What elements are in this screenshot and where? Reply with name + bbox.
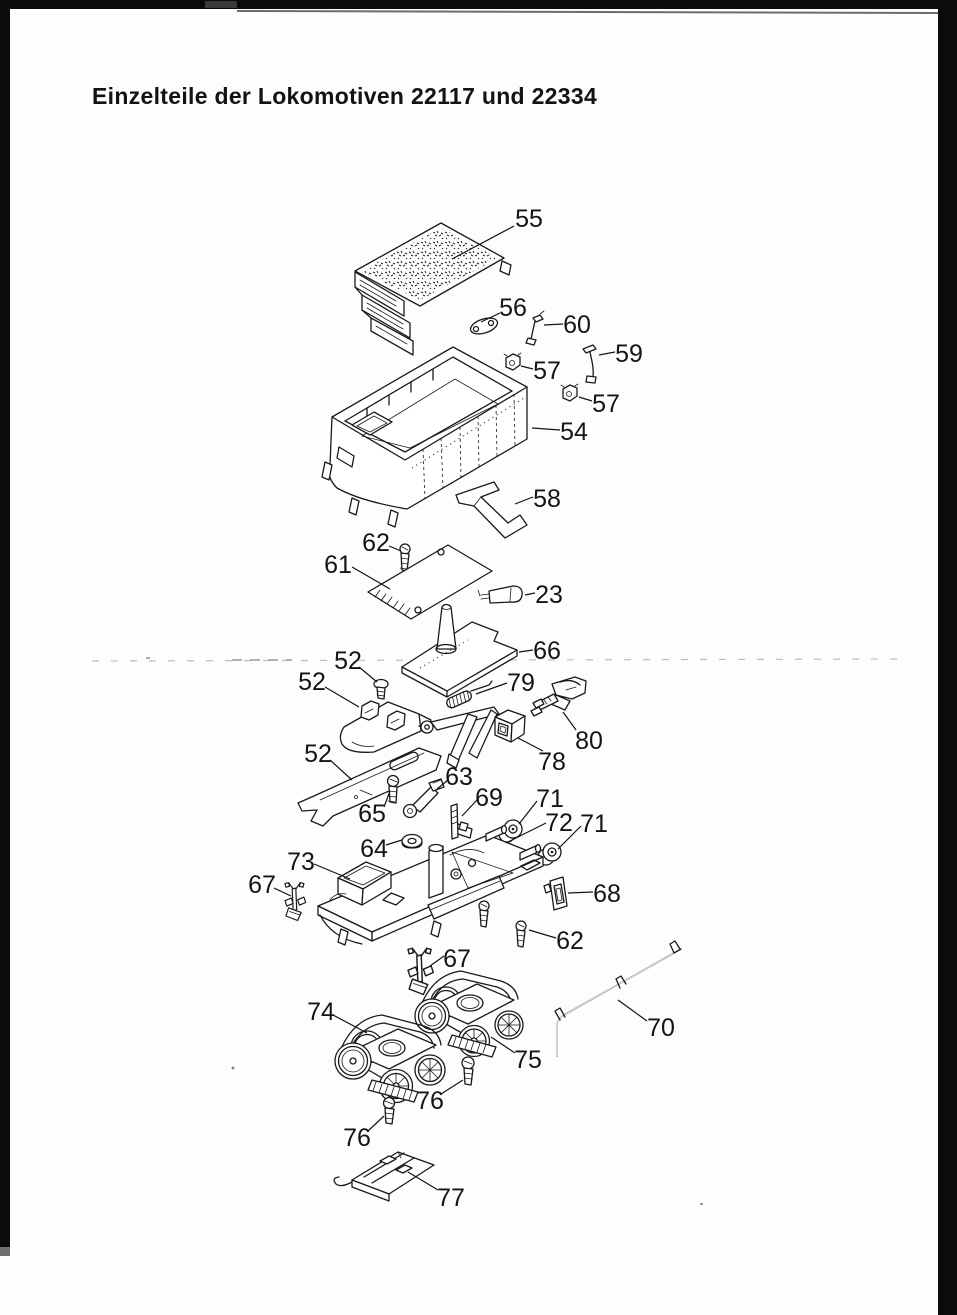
leader-line-67 xyxy=(274,888,291,896)
part-23-capacitor-drawing xyxy=(478,586,522,603)
leader-line-79 xyxy=(476,683,507,694)
leader-line-66 xyxy=(519,650,533,652)
part-77-pickup-shoe-drawing xyxy=(334,1152,434,1201)
leader-line-68 xyxy=(568,892,593,893)
leader-line-77 xyxy=(408,1172,438,1190)
part-label-63: 63 xyxy=(445,763,473,791)
part-66-plate-drawing xyxy=(402,605,517,698)
part-60-pin-drawing xyxy=(526,311,544,345)
part-label-57: 57 xyxy=(533,357,561,385)
part-label-66: 66 xyxy=(533,637,561,665)
leader-line-71 xyxy=(519,801,537,824)
part-label-64: 64 xyxy=(360,835,388,863)
part-label-71: 71 xyxy=(580,810,608,838)
part-62-screw-drawing xyxy=(516,921,526,947)
leader-line-61 xyxy=(352,567,390,589)
part-label-71: 71 xyxy=(536,785,564,813)
part-label-77: 77 xyxy=(437,1184,465,1212)
leader-line-74 xyxy=(333,1015,367,1033)
part-52-coupler-mount-drawing xyxy=(340,701,431,752)
leader-line-52 xyxy=(325,687,359,707)
leader-line-57 xyxy=(521,366,533,369)
part-52-rivet-drawing xyxy=(374,680,388,700)
part-57-grommet-drawing xyxy=(504,353,521,370)
part-64-washer-drawing xyxy=(402,835,422,849)
part-label-56: 56 xyxy=(499,294,527,322)
part-58-bracket-drawing xyxy=(456,482,527,538)
part-label-54: 54 xyxy=(560,418,588,446)
part-label-58: 58 xyxy=(533,485,561,513)
leader-line-59 xyxy=(599,352,615,355)
part-label-72: 72 xyxy=(545,809,573,837)
part-label-23: 23 xyxy=(535,581,563,609)
part-76-screw-drawing xyxy=(462,1057,474,1085)
leader-line-23 xyxy=(525,593,535,595)
part-label-80: 80 xyxy=(575,727,603,755)
part-73-chassis-frame-drawing xyxy=(318,826,543,945)
part-76-screw-drawing xyxy=(384,1098,395,1125)
leader-line-62 xyxy=(389,546,401,551)
part-67-contact-clip-drawing xyxy=(408,948,433,994)
part-label-62: 62 xyxy=(362,529,390,557)
leader-line-57 xyxy=(579,397,592,401)
part-label-74: 74 xyxy=(307,998,335,1026)
part-67-contact-clip-drawing xyxy=(285,883,306,921)
part-label-65: 65 xyxy=(358,800,386,828)
part-label-60: 60 xyxy=(563,311,591,339)
part-65-screw-drawing xyxy=(388,776,399,804)
part-label-68: 68 xyxy=(593,880,621,908)
part-label-61: 61 xyxy=(324,551,352,579)
part-label-79: 79 xyxy=(507,669,535,697)
part-label-55: 55 xyxy=(515,205,543,233)
part-62-screw-drawing xyxy=(479,901,489,927)
part-62-screw-drawing xyxy=(400,544,410,571)
leader-line-60 xyxy=(544,324,563,325)
part-57-grommet-drawing xyxy=(561,384,578,401)
leader-line-80 xyxy=(563,712,576,730)
page-title: Einzelteile der Lokomotiven 22117 und 22334 xyxy=(92,83,598,109)
leader-line-70 xyxy=(618,1000,647,1021)
exploded-view-drawings xyxy=(285,223,681,1201)
part-63-crank-drawing xyxy=(404,779,445,818)
part-label-57: 57 xyxy=(592,390,620,418)
fold-line xyxy=(92,657,906,1205)
part-56-link-drawing xyxy=(469,315,500,337)
part-label-75: 75 xyxy=(514,1046,542,1074)
leader-line-62 xyxy=(529,930,556,938)
part-label-67: 67 xyxy=(248,871,276,899)
part-label-67: 67 xyxy=(443,945,471,973)
leader-line-52 xyxy=(330,760,352,780)
part-54-tender-body-drawing xyxy=(322,347,527,527)
part-label-73: 73 xyxy=(287,848,315,876)
leader-line-76 xyxy=(441,1080,463,1094)
leader-line-73 xyxy=(314,864,350,879)
part-label-52: 52 xyxy=(298,668,326,696)
part-label-59: 59 xyxy=(615,340,643,368)
part-label-78: 78 xyxy=(538,748,566,776)
leader-line-64 xyxy=(386,840,402,845)
part-68-bracket-drawing xyxy=(544,877,567,910)
part-label-76: 76 xyxy=(343,1124,371,1152)
part-label-69: 69 xyxy=(475,784,503,812)
part-80-coupler-head-drawing xyxy=(531,677,586,716)
part-label-62: 62 xyxy=(556,927,584,955)
part-55-coal-load-drawing xyxy=(355,223,511,355)
leader-line-67 xyxy=(430,956,444,966)
part-label-70: 70 xyxy=(647,1014,675,1042)
part-label-76: 76 xyxy=(416,1087,444,1115)
leader-line-54 xyxy=(532,428,560,430)
part-59-lever-drawing xyxy=(583,345,596,383)
leader-line-58 xyxy=(515,497,533,504)
part-label-52: 52 xyxy=(334,647,362,675)
part-label-52: 52 xyxy=(304,740,332,768)
